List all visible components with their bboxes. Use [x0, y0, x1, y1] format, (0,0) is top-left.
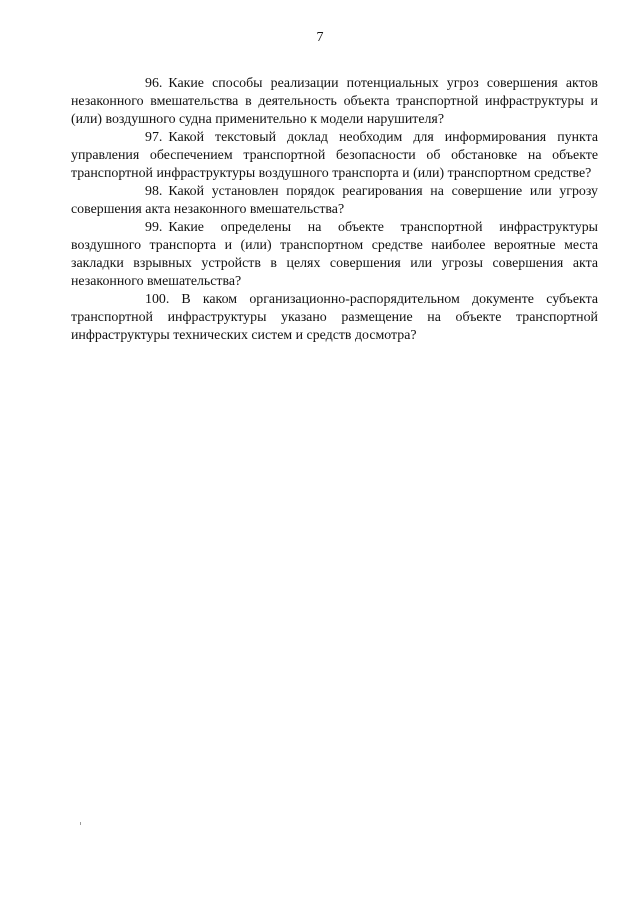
question-text: Какой текстовый доклад необходим для информирования пункта управления обеспечением транспортной безопасности об обстановке на объекте транспортной инфраструктуры воздушного транспорта и (или) транспортном средстве? [71, 130, 598, 181]
question-number: 99. [145, 220, 163, 235]
question-97 [71, 129, 598, 183]
question-number: 97. [145, 130, 163, 145]
question-100 [71, 291, 598, 345]
question-number: 100. [145, 292, 170, 307]
question-number: 98. [145, 184, 163, 199]
question-text: Какие способы реализации потенциальных угроз совершения актов незаконного вмешательства в деятельность объекта транспортной инфраструктуры и (или) воздушного судна применительно к модели нарушителя? [71, 76, 598, 127]
question-99 [71, 219, 598, 291]
scan-artifact [80, 822, 81, 825]
question-96 [71, 75, 598, 129]
question-list [71, 75, 598, 345]
page-number: 7 [316, 30, 324, 45]
question-text: Какой установлен порядок реагирования на совершение или угрозу совершения акта незаконного вмешательства? [71, 184, 598, 217]
question-text: Какие определены на объекте транспортной инфраструктуры воздушного транспорта и (или) транспортном средстве наиболее вероятные места закладки взрывных устройств в целях совершения или угрозы совершения акта незаконного вмешательства? [71, 220, 598, 289]
question-98 [71, 183, 598, 219]
question-text: В каком организационно-распорядительном документе субъекта транспортной инфраструктуры указано размещение на объекте транспортной инфраструктуры технических систем и средств досмотра? [71, 292, 598, 343]
question-number: 96. [145, 76, 163, 91]
